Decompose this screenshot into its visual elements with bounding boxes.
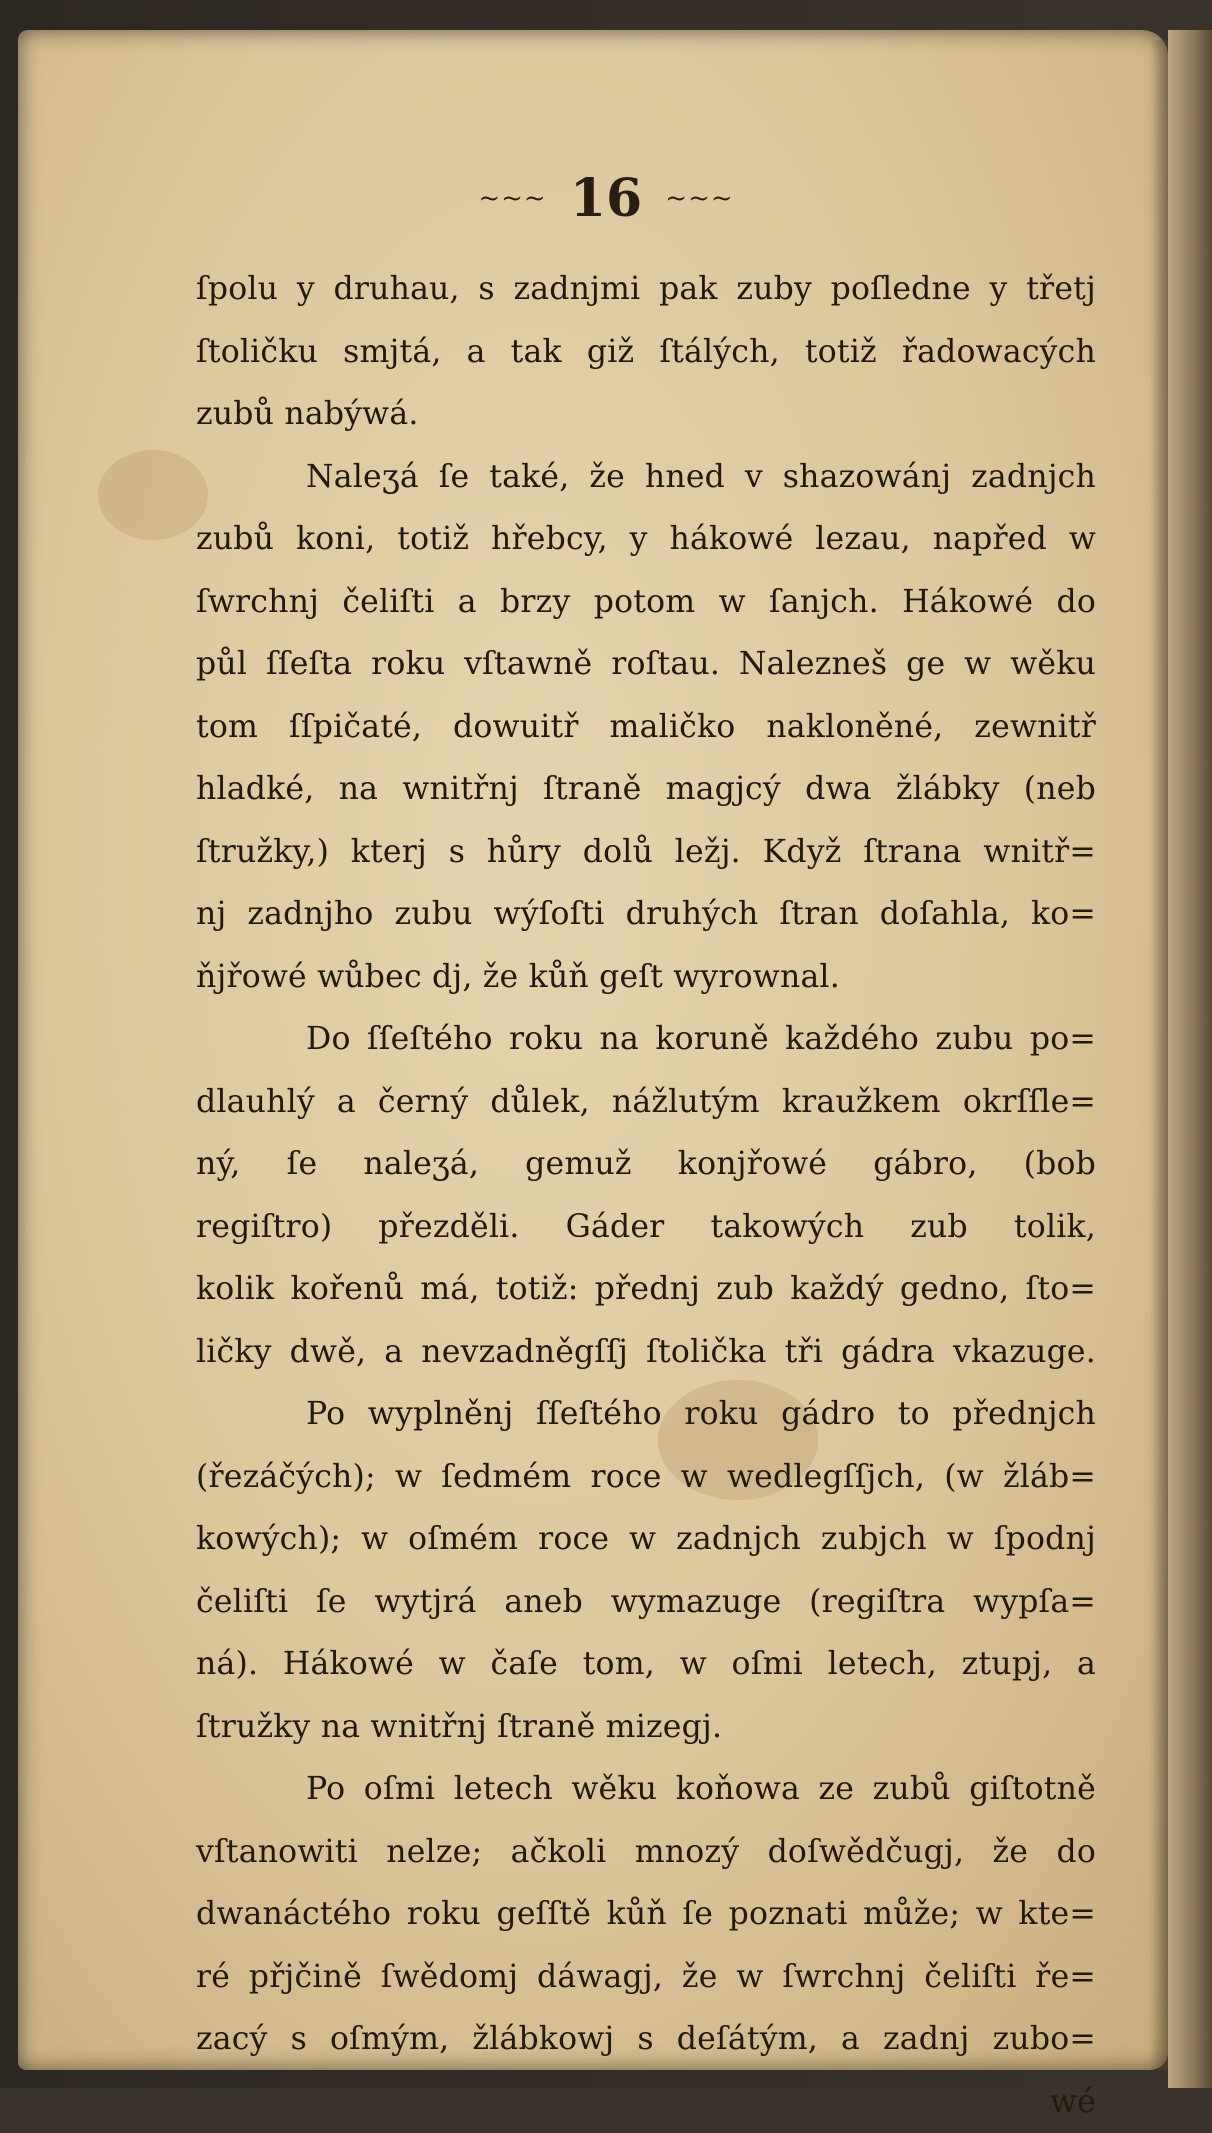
text-line: zubů nabýwá.	[196, 383, 1096, 446]
text-line: ſtoličku smjtá, a tak giž ſtálých, totiž řadowacých	[196, 321, 1096, 384]
text-line: ňjřowé wůbec dj, že kůň geſt wyrownal.	[196, 946, 1096, 1009]
text-line: zacý s oſmým, žlábkowj s deſátým, a zadnj zubo=	[196, 2008, 1096, 2071]
text-line: ſpolu y druhau, s zadnjmi pak zuby poſledne y třetj	[196, 258, 1096, 321]
text-line: Po oſmi letech wěku koňowa ze zubů giſtotně	[196, 1758, 1096, 1821]
text-line: ſwrchnj čeliſti a brzy potom w ſanjch. Hákowé do	[196, 571, 1096, 634]
text-line: čeliſti ſe wytjrá aneb wymazuge (regiſtra wypſa=	[196, 1571, 1096, 1634]
catchword: wé	[196, 2071, 1096, 2133]
text-line: zubů koni, totiž hřebcy, y hákowé lezau, napřed w	[196, 508, 1096, 571]
page-fold-shadow	[1150, 40, 1168, 2070]
paper-stain	[98, 450, 208, 540]
body-text	[196, 258, 1096, 2133]
text-line: vſtanowiti nelze; ačkoli mnozý doſwědčugj, že do	[196, 1821, 1096, 1884]
text-line: ná). Hákowé w čaſe tom, w oſmi letech, ztupj, a	[196, 1633, 1096, 1696]
text-line: ný, ſe naleʒá, gemuž konjřowé gábro, (bob	[196, 1133, 1096, 1196]
text-line: ſtružky,) kterj s hůry dolů ležj. Když ſtrana wnitř=	[196, 821, 1096, 884]
text-line: Naleʒá ſe také, že hned v shazowánj zadnjch	[196, 446, 1096, 509]
text-line: kowých); w oſmém roce w zadnjch zubjch w ſpodnj	[196, 1508, 1096, 1571]
page-number: 16	[570, 168, 642, 229]
next-page-edge	[1168, 30, 1212, 2088]
text-line: dwanáctého roku geſſtě kůň ſe poznati může; w kte=	[196, 1883, 1096, 1946]
text-line: hladké, na wnitřnj ſtraně magjcý dwa žlábky (neb	[196, 758, 1096, 821]
text-line: (řezáčých); w ſedmém roce w wedlegſſjch, (w žláb=	[196, 1446, 1096, 1509]
text-line: kolik kořenů má, totiž: přednj zub každý gedno, ſto=	[196, 1258, 1096, 1321]
text-line: ré přjčině ſwědomj dáwagj, že w ſwrchnj čeliſti ře=	[196, 1946, 1096, 2009]
text-line: dlauhlý a černý důlek, nážlutým kraužkem okrſſle=	[196, 1071, 1096, 1134]
page-header	[0, 168, 1212, 229]
text-line: tom ſſpičaté, dowuitř maličko nakloněné, zewnitř	[196, 696, 1096, 759]
ornament-right: ~~~	[665, 184, 733, 214]
ornament-left: ~~~	[478, 184, 546, 214]
text-line: regiſtro) přezděli. Gáder takowých zub tolik,	[196, 1196, 1096, 1259]
text-line: Po wyplněnj ſſeſtého roku gádro to přednjch	[196, 1383, 1096, 1446]
text-line: Do ſſeſtého roku na koruně každého zubu po=	[196, 1008, 1096, 1071]
text-line: ſtružky na wnitřnj ſtraně mizegj.	[196, 1696, 1096, 1759]
text-line: ličky dwě, a nevzadněgſſj ſtolička tři gádra vkazuge.	[196, 1321, 1096, 1384]
text-line: nj zadnjho zubu wýſoſti druhých ſtran doſahla, ko=	[196, 883, 1096, 946]
text-line: půl ſſeſta roku vſtawně roſtau. Nalezneš ge w wěku	[196, 633, 1096, 696]
